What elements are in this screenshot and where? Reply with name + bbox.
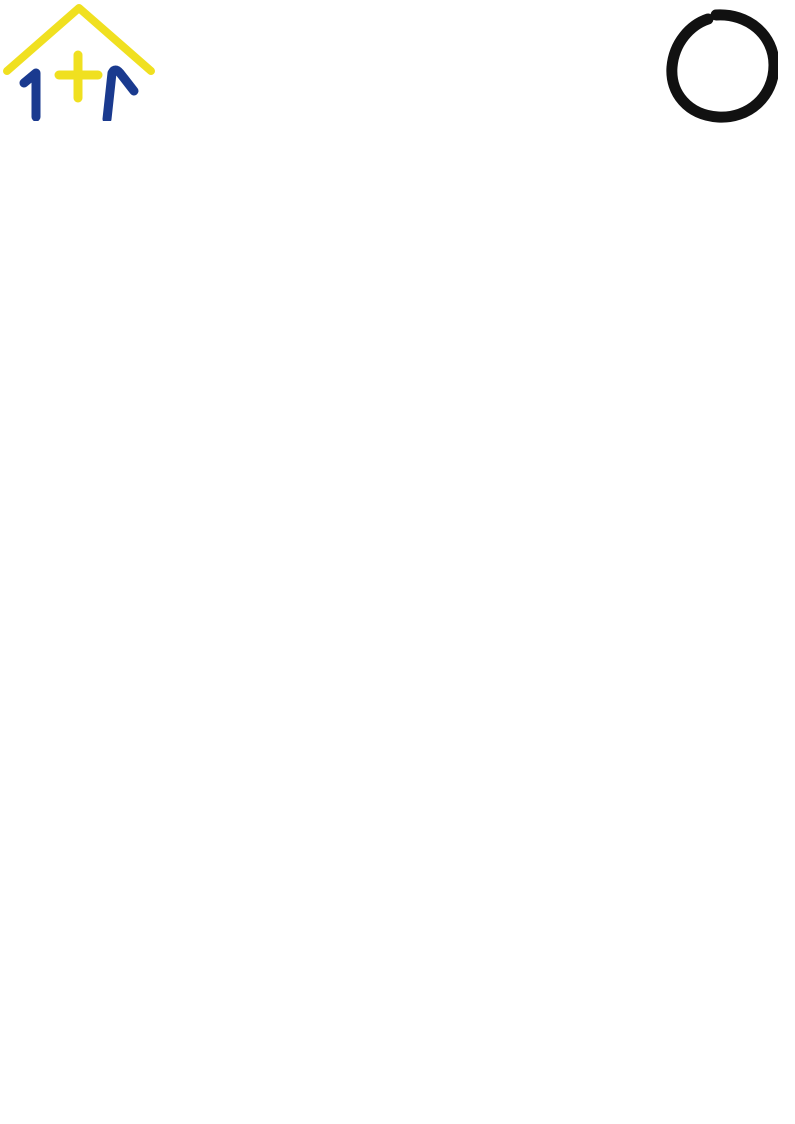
seitai-logo — [664, 9, 778, 131]
enso-circle-icon — [664, 9, 778, 131]
house-logo-icon — [2, 3, 156, 121]
lovebirth-logo — [2, 3, 156, 121]
